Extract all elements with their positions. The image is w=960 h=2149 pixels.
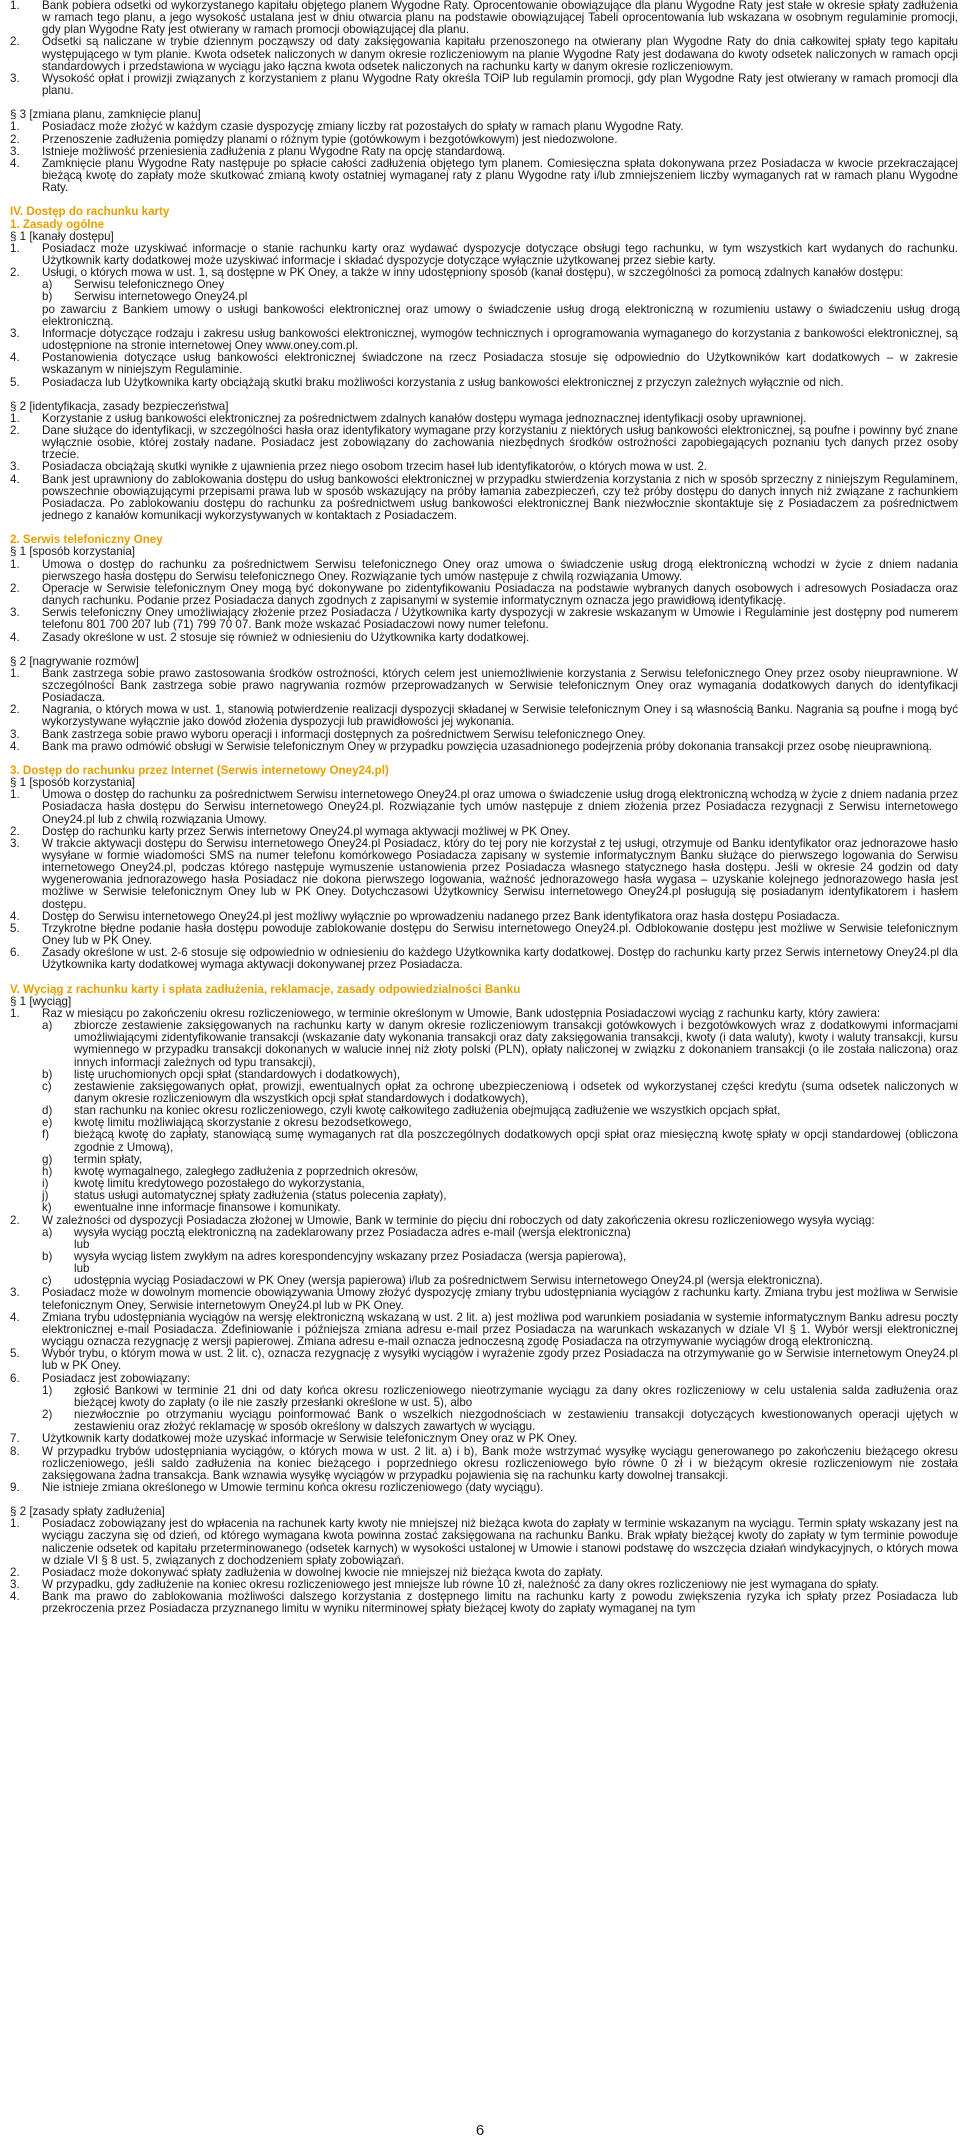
sub-item: [10, 1020, 960, 1069]
item-text: Operacje w Serwisie telefonicznym Oney mogą być dokonywane po zidentyfikowaniu Posiadacza na podstawie wybranych danych osobowych i adresowych Posiadacza oraz danych rachunku. Podanie przez Posiadacza danych zgodnych z zapisanymi w systemie informatycznym oznacza jego prawidłową identyfikację.: [42, 581, 958, 608]
item-number: 3.: [10, 1286, 20, 1300]
item-text: Zasady określone w ust. 2 stosuje się również w odniesieniu do Użytkownika karty dodatkowej.: [42, 630, 530, 644]
item-text: Bank ma prawo do zablokowania możliwości dalszego korzystania z dostępnego limitu na rachunku karty z powodu zwiększenia ryzyka ich spłaty przez Posiadacza lub przekroczenia przez Posiadacza przyznanego limitu w wyniku niterminowej spłaty bieżącej kwoty do zapłaty wymaganej na tym: [42, 1590, 958, 1616]
item-number: 4.: [10, 472, 20, 486]
item-number: 3.: [10, 144, 20, 158]
s3-list: [10, 121, 960, 194]
sub-item: [10, 1129, 960, 1153]
item-text: Użytkownik karty dodatkowej może uzyskać informacje w Serwisie telefonicznym Oney oraz w PK Oney.: [42, 1432, 578, 1446]
list-item: [10, 1312, 960, 1348]
item-text: Bank jest uprawniony do zablokowania dostępu do usług bankowości elektronicznej w przypadku stwierdzenia korzystania z nich w sposób sprzeczny z niniejszym Regulaminem, powszechnie obowiązującymi przepisami prawa lub w sposób wskazujący na próby łamania zabezpieczeń, czy też próby dostępu do danych innych niż związane z rachunkiem Posiadacza. Po zablokowaniu dostępu do rachunku za pośrednictwem usług bankowości elektronicznej Bank niezwłocznie skontaktuje się z Posiadaczem za pośrednictwem jednego z kanałów komunikacji wykorzystywanych w kontaktach z Posiadaczem.: [42, 472, 958, 523]
list-item: [10, 1373, 960, 1385]
item-text: Posiadacz może dokonywać spłaty zadłużenia w dowolnej kwocie nie mniejszej niż bieżąca kwota do zapłaty.: [42, 1565, 604, 1579]
list-item: [10, 461, 960, 473]
item-number: 4.: [10, 739, 20, 753]
item-text: kwotę wymagalnego, zaległego zadłużenia z poprzednich okresów,: [74, 1164, 419, 1178]
sub-item: [10, 1409, 960, 1433]
list-item: [10, 36, 960, 72]
s3-title: § 3 [zmiana planu, zamknięcie planu]: [10, 108, 201, 122]
item-number: 1.: [10, 0, 20, 12]
c4p5-list: [10, 789, 960, 971]
item-number: 1.: [10, 788, 20, 802]
c5p1-title: § 1 [wyciąg]: [10, 994, 72, 1008]
item-number: 1.: [10, 1517, 20, 1531]
page-number: 6: [475, 2122, 485, 2139]
item-text: Wysokość opłat i prowizji związanych z korzystaniem z planu Wygodne Raty określa TOiP lub regulamin promocji, gdy plan Wygodne Raty jest otwierany w ramach promocji dla planu.: [42, 71, 958, 98]
item-text: Dostęp do rachunku karty przez Serwis internetowy Oney24.pl wymaga aktywacji możliwej w PK Oney.: [42, 824, 571, 838]
sub-item: a) Serwisu telefonicznego Oney: [42, 278, 225, 292]
item-text: listę uruchomionych opcji spłat (standardowych i dodatkowych),: [74, 1067, 401, 1081]
continuation: po zawarciu z Bankiem umowy o usługi bankowości elektronicznej oraz umowy o świadczenie usług drogą elektroniczną w rozumieniu ustawy o świadczeniu usług drogą elektroniczną.: [42, 302, 960, 328]
item-number: 2): [42, 1408, 53, 1422]
item-text: zgłosić Bankowi w terminie 21 dni od daty końca okresu rozliczeniowego nieotrzymanie wyciągu za dany okres rozliczeniowy w celu ustalenia salda zadłużenia oraz bieżącej kwoty do zapłaty (o ile nie zaszły przesłanki określone w ust. 5), albo: [74, 1383, 958, 1409]
item-text: Zmiana trybu udostępniania wyciągów na wersję elektroniczną wskazaną w ust. 2 lit. a) jest możliwa pod warunkiem posiadania w systemie informatycznym Banku adresu poczty elektronicznej e-mail Posiadacza. Zdefiniowanie i późniejsza zmiana adresu e-mail przez Posiadacza na warunkach wskazanych w dziale VI § 1. Wybór wersji elektronicznej wyciągu oznacza rezygnację z wersji papierowej. Zmiana adresu e-mail oznacza jednoczesną zgodę Posiadacza na otrzymywanie wyciągów drogą elektroniczną.: [42, 1310, 958, 1349]
list-item: 3. Informacje dotyczące rodzaju i zakresu usług bankowości elektronicznej, wymogów technicznych i oprogramowania wymaganego do korzystania z bankowości elektronicznej, są udostępnione na stronie internetowej Oney www.oney.com.pl.: [10, 326, 958, 353]
item-text: Posiadacz jest zobowiązany:: [42, 1371, 191, 1385]
item-text: Bank zastrzega sobie prawo zastosowania środków ostrożności, których celem jest uniemożliwienie korzystania z Serwisu telefonicznego Oney przez osoby nieuprawnione. W szczególności Bank zastrzega sobie prawo nagrywania rozmów przeprowadzanych w Serwisie telefonicznym Oney oraz wymagania dodatkowych danych do identyfikacji Posiadacza.: [42, 666, 958, 705]
list-item: [10, 704, 960, 728]
item-text: Umowa o dostęp do rachunku za pośrednictwem Serwisu internetowego Oney24.pl oraz umowa o świadczenie usług drogą elektroniczną wchodzą w życie z dniem nadania przez Posiadacza hasła dostępu do Serwisu internetowego Oney24.pl. Rozwiązanie tych umów następuje z dniem złożenia przez Posiadacza rezygnacji z Serwisu internetowego Oney24.pl lub z chwilą rozwiązania Umowy.: [42, 788, 958, 826]
list-item: [10, 632, 960, 644]
list-item: 2. W zależności od dyspozycji Posiadacza złożonej w Umowie, Bank w terminie do pięciu dni roboczych od daty zakończenia okresu rozliczeniowego wysyła wyciąg:: [10, 1213, 875, 1227]
item-number: 3.: [10, 71, 20, 85]
item-number: 1.: [10, 666, 20, 680]
item-text: Posiadacza obciążają skutki wynikłe z ujawnienia przez niego osobom trzecim haseł lub identyfikatorów, o których mowa w ust. 2.: [42, 460, 708, 474]
item-text: bieżącą kwotę do zapłaty, stanowiącą sumę wymaganych rat dla poszczególnych dodatkowych opcji spłat oraz miesięczną kwotę spłaty w opcji standardowej (obliczona zgodnie z Umową),: [74, 1128, 958, 1154]
chapter4-sub1: 1. Zasady ogólne: [10, 217, 105, 231]
sub-item: [10, 1202, 960, 1214]
chapter4-sub3: 3. Dostęp do rachunku przez Internet (Serwis internetowy Oney24.pl): [10, 763, 389, 777]
list-item: [10, 741, 960, 753]
c4p4-list: [10, 668, 960, 753]
item-text: W trakcie aktywacji dostępu do Serwisu internetowego Oney24.pl Posiadacz, który do tej pory nie korzystał z tej usługi, otrzymuje od Banku identyfikator oraz jednorazowe hasło wysyłane w formie wiadomości SMS na numer telefonu komórkowego Posiadacza zapisany w systemie informatycznym Banku służące do pierwszego logowania do Serwisu internetowego Oney24.pl, podczas którego następuje wymuszenie ustanowienia przez Posiadacza własnego statycznego hasła dostępu. Jeśli w okresie 24 godzin od daty wygenerowania jednorazowego hasła Posiadacz nie dokona pierwszego logowania, ważność jednorazowego hasła wygasa – uzyskanie kolejnego jednorazowego hasła jest możliwe w Serwisie telefonicznym Oney lub w PK Oney. Dotychczasowi Użytkownicy Serwisu internetowego Oney24.pl posługują się posiadanym identyfikatorem i hasłem dostępu.: [42, 836, 958, 911]
list-item: [10, 158, 960, 194]
item-text: Trzykrotne błędne podanie hasła dostępu powoduje zablokowanie dostępu do Serwisu internetowego Oney24.pl. Odblokowanie dostępu jest możliwe w Serwisie telefonicznym Oney lub w PK Oney.: [42, 921, 958, 948]
list-item: 2. Usługi, o których mowa w ust. 1, są dostępne w PK Oney, a także w inny udostępniony sposób (kanał dostępu), w szczególności za pomocą zdalnych kanałów dostępu:: [10, 266, 904, 280]
list-item: [10, 1433, 960, 1445]
list-item: [10, 607, 960, 631]
item-number: 6.: [10, 946, 20, 960]
list-item: [10, 923, 960, 947]
list-item: [10, 1446, 960, 1482]
item-number: 2.: [10, 581, 20, 595]
item-text: Nie istnieje zmiana określonego w Umowie terminu końca okresu rozliczeniowego (daty wyciągu).: [42, 1480, 544, 1494]
item-number: 4.: [10, 1590, 20, 1604]
item-text: Istnieje możliwość przeniesienia zadłużenia z planu Wygodne Raty na opcję standardową.: [42, 144, 506, 158]
item-text: Umowa o dostęp do rachunku za pośrednictwem Serwisu telefonicznego Oney oraz umowa o świadczenie usług drogą elektroniczną wchodzi w życie z dniem nadania pierwszego hasła dostępu do Serwisu telefonicznego Oney. Rozwiązanie tych umów następuje z chwilą rozwiązania Umowy.: [42, 557, 958, 583]
list-item: [10, 425, 960, 461]
c4p5-title: § 1 [sposób korzystania]: [10, 776, 136, 790]
c5-i1-sublist: [10, 1020, 960, 1215]
item-number: 8.: [10, 1444, 20, 1458]
item-number: 6.: [10, 1371, 20, 1385]
c4p2-title: § 2 [identyfikacja, zasady bezpieczeństwa]: [10, 399, 229, 413]
item-text: ewentualne inne informacje finansowe i komunikaty.: [74, 1201, 341, 1215]
item-number: j): [42, 1189, 49, 1203]
item-text: Zamknięcie planu Wygodne Raty następuje po spłacie całości zadłużenia objętego tym planem. Comiesięczna spłata dokonywana przez Posiadacza w kwocie przekraczającej bieżącą kwotę do zapłaty może skutkować zmianą kwoty ostatniej wymaganej raty z planu Wygodne raty i/lub zmniejszeniem liczby wymaganych rat w ramach planu Wygodne Raty.: [42, 156, 958, 195]
chapter4-sub2: 2. Serwis telefoniczny Oney: [10, 533, 163, 547]
item-number: 7.: [10, 1432, 20, 1446]
list-item: [10, 729, 960, 741]
c5-i6-sublist: [10, 1385, 960, 1434]
sub-item: [10, 1069, 960, 1081]
list-item: [10, 1518, 960, 1567]
c5p2-list: [10, 1518, 960, 1615]
list-item: [10, 1591, 960, 1615]
item-number: 2.: [10, 424, 20, 437]
item-text: kwotę limitu kredytowego pozostałego do wykorzystania,: [74, 1177, 365, 1191]
item-text: Posiadacz zobowiązany jest do wpłacenia na rachunek karty kwoty nie mniejszej niż bieżąca kwota do zapłaty w terminie wskazanym na wyciągu. Termin spłaty wskazany jest na wyciągu zaczyna się od dzień, od którego wymagana kwota powinna zostać zaksięgowana na rachunku Banku. Brak wpłaty bieżącej kwoty do zapłaty w tym terminie powoduje naliczenie odsetek od kapitału przeterminowanego (odsetek karnych) w wysokości ustalonej w Umowie i stanowi podstawę do wszczęcia działań windykacyjnych, o których mowa w dziale VI § 8 ust. 5, związanych z dochodzeniem spłaty zobowiązań.: [42, 1517, 958, 1567]
sub-item: b) Serwisu internetowego Oney24.pl: [42, 290, 248, 304]
list-item: [10, 121, 960, 133]
item-text: status usługi automatycznej spłaty zadłużenia (status polecenia zapłaty),: [74, 1189, 447, 1203]
item-text: Serwis telefoniczny Oney umożliwiający złożenie przez Posiadacza / Użytkownika karty dyspozycji w zakresie wskazanym w Umowie i Regulaminie jest dostępny pod numerem telefonu 801 700 207 lub (71) 799 70 07. Bank może wskazać Posiadaczowi nowy numer telefonu.: [42, 606, 958, 632]
chapter5-title: V. Wyciąg z rachunku karty i spłata zadłużenia, reklamacje, zasady odpowiedzialności Banku: [10, 982, 521, 996]
item-number: 5.: [10, 921, 20, 935]
item-number: k): [42, 1201, 52, 1215]
item-text: Dane służące do identyfikacji, w szczególności hasła oraz identyfikatory wymagane przy korzystaniu z niektórych usług bankowości elektronicznej, są poufne i powinny być znane wyłącznie osobie, której zostały nadane. Posiadacz jest zobowiązany do zachowania niezbędnych środków ostrożności zapobiegających poznaniu tych danych przez osoby trzecie.: [42, 424, 958, 462]
list-item: [10, 134, 960, 146]
list-item: [10, 789, 960, 825]
item-text: zestawienie zaksięgowanych opłat, prowizji, ewentualnych opłat za ochronę ubezpieczeniową i odsetek od wykorzystanej części kredytu (suma odsetek naliczonych w danym okresie rozliczeniowym dla wszystkich opcji spłat standardowych i dodatkowych),: [74, 1079, 958, 1105]
item-text: Dostęp do Serwisu internetowego Oney24.pl jest możliwy wyłącznie po wprowadzeniu nadanego przez Bank identyfikatora oraz hasła dostępu Posiadacza.: [42, 909, 840, 923]
list-item: [10, 1482, 960, 1494]
item-number: a): [42, 1019, 53, 1033]
item-number: 1.: [10, 557, 20, 571]
item-number: 5.: [10, 1347, 20, 1361]
item-text: Korzystanie z usług bankowości elektronicznej za pośrednictwem zdalnych kanałów dostępu wymaga jednoznacznej identyfikacji osoby uprawnionej.: [42, 411, 807, 425]
sub-item: [10, 1081, 960, 1105]
item-number: 3.: [10, 460, 20, 474]
or-text: lub: [74, 1262, 90, 1276]
sub-item: c) udostępnia wyciąg Posiadaczowi w PK Oney (wersja papierowa) i/lub za pośrednictwem Serwisu internetowego Oney24.pl (wersja elektroniczna).: [42, 1274, 823, 1288]
item-number: e): [42, 1116, 53, 1130]
c4p3-title: § 1 [sposób korzystania]: [10, 545, 136, 559]
item-text: kwotę limitu możliwiającą skorzystanie z okresu bezodsetkowego,: [74, 1116, 412, 1130]
item-number: 2.: [10, 35, 20, 49]
item-number: 3.: [10, 606, 20, 620]
list-item: [10, 1348, 960, 1372]
c4p2-list: [10, 413, 960, 522]
or-text: lub: [74, 1237, 90, 1251]
item-number: 1.: [10, 120, 20, 134]
item-number: 3.: [10, 727, 20, 741]
sub-item: a) wysyła wyciąg pocztą elektroniczną na zadeklarowany przez Posiadacza adres e-mail (wersja elektroniczna): [42, 1225, 631, 1239]
list-item: 4. Postanowienia dotyczące usług bankowości elektronicznej świadczone na rzecz Posiadacza stosuje się odpowiednio do Użytkowników kart dodatkowych – w zakresie wskazanym w niniejszym Regulaminie.: [10, 351, 958, 377]
item-number: f): [42, 1128, 50, 1142]
sub-item: b) wysyła wyciąg listem zwykłym na adres korespondencyjny wskazany przez Posiadacza (wersja papierowa),: [42, 1250, 627, 1263]
item-text: stan rachunku na koniec okresu rozliczeniowego, czyli kwotę całkowitego zadłużenia obejmującą zadłużenie we wszystkich opcjach spłat,: [74, 1104, 781, 1118]
list-item: [10, 0, 960, 36]
item-number: c): [42, 1079, 52, 1093]
item-text: Odsetki są naliczane w trybie dziennym począwszy od daty zaksięgowania kapitału przenoszonego na otwierany plan Wygodne Raty do dnia całkowitej spłaty tego kapitału występującego w tym planie. Kwota odsetek naliczonych w danym okresie rozliczeniowym na planie Wygodne Raty jest dodawana do kwoty odsetek naliczonych w ramach opcji standardowych i przedstawiona w wyciągu jako łączna kwota odsetek naliczonych na rachunku karty w danym okresie rozliczeniowym.: [42, 35, 958, 73]
c5-tail-list: [10, 1433, 960, 1494]
item-number: 4.: [10, 156, 20, 170]
c5p2-title: § 2 [zasady spłaty zadłużenia]: [10, 1505, 165, 1519]
list-item: [10, 73, 960, 97]
item-number: 9.: [10, 1480, 20, 1494]
item-number: 4.: [10, 630, 20, 644]
item-number: i): [42, 1177, 49, 1191]
list-item: 1. Raz w miesiącu po zakończeniu okresu rozliczeniowego, w terminie określonym w Umowie, Bank udostępnia Posiadaczowi wyciąg z rachunku karty, który zawiera:: [10, 1006, 881, 1020]
item-number: 2.: [10, 824, 20, 838]
item-number: h): [42, 1164, 53, 1178]
item-number: 1): [42, 1383, 53, 1397]
item-number: 3.: [10, 836, 20, 850]
list-item: [10, 947, 960, 971]
item-text: Posiadacz może złożyć w każdym czasie dyspozycję zmiany liczby rat pozostałych do spłaty w ramach planu Wygodne Raty.: [42, 120, 684, 134]
list-item: [10, 838, 960, 911]
item-text: Bank pobiera odsetki od wykorzystanego kapitału objętego planem Wygodne Raty. Oprocentowanie obowiązujące dla planu Wygodne Raty jest stałe w okresie spłaty zadłużenia w ramach tego planu, a jego wysokość ustalana jest w dniu otwarcia planu na podstawie obowiązującej Tabeli oprocentowania lub wskazana w osobnym regulaminie promocji, gdy plan Wygodne Raty jest otwierany w ramach promocji obowiązującej dla planu.: [42, 0, 958, 37]
list-item: [10, 668, 960, 704]
item-text: Posiadacz może w dowolnym momencie obowiązywania Umowy złożyć dyspozycję zmiany trybu udostępniania wyciągów z rachunku karty. Zmiana trybu jest możliwa w Serwisie telefonicznym Oney, Serwisie internetowym Oney24.pl lub w PK Oney.: [42, 1286, 958, 1312]
item-text: Przenoszenie zadłużenia pomiędzy planami o różnym typie (gotówkowym i bezgotówkowym) jest niedozwolone.: [42, 132, 618, 146]
chapter4-title: IV. Dostęp do rachunku karty: [10, 205, 170, 219]
list-item: [10, 559, 960, 583]
item-text: Bank ma prawo odmówić obsługi w Serwisie telefonicznym Oney w przypadku powzięcia uzasadnionego podejrzenia próby dokonania transakcji przez osobę nieuprawnioną.: [42, 739, 932, 753]
list-item: [10, 1287, 960, 1311]
sub-item: [10, 1385, 960, 1409]
item-number: b): [42, 1067, 53, 1081]
c4p3-list: [10, 559, 960, 644]
c4p1-title: § 1 [kanały dostępu]: [10, 229, 114, 243]
item-number: 1.: [10, 411, 20, 425]
item-text: Nagrania, o których mowa w ust. 1, stanowią potwierdzenie realizacji dyspozycji składanej w Serwisie telefonicznym Oney i są własnością Banku. Nagrania są poufne i mogą być wykorzystywane wyłącznie jako dowód złożenia dyspozycji lub prawidłowości jej wykonania.: [42, 703, 958, 729]
item-number: d): [42, 1104, 53, 1118]
item-number: 2.: [10, 1565, 20, 1579]
item-number: g): [42, 1152, 53, 1166]
item-number: 4.: [10, 909, 20, 923]
item-text: W przypadku trybów udostępniania wyciągów, o których mowa w ust. 2 lit. a) i b), Bank może wstrzymać wysyłkę wyciągu generowanego po zakończeniu bieżącego okresu rozliczeniowego, jeśli saldo zadłużenia na koniec bieżącego i poprzedniego okresu rozliczeniowego było równe 0 zł i w bieżącym okresie rozliczeniowym nie została zaksięgowana żadna transakcja. Bank wznawia wysyłkę wyciągów w przypadku pojawienia się na rachunku karty dowolnej transakcji.: [42, 1444, 958, 1482]
item-text: Zasady określone w ust. 2-6 stosuje się odpowiednio w odniesieniu do każdego Użytkownika karty dodatkowej. Dostęp do rachunku karty przez Serwis internetowy Oney24.pl dla Użytkownika karty dodatkowej wymaga aktywacji dokonywanej przez Posiadacza.: [42, 946, 958, 972]
item-number: 2.: [10, 132, 20, 146]
list-item: 5. Posiadacza lub Użytkownika karty obciążają skutki braku możliwości korzystania z usług bankowości elektronicznej z przyczyn zależnych wyłącznie od nich.: [10, 375, 844, 389]
item-number: 3.: [10, 1578, 20, 1592]
intro-list: [10, 0, 960, 97]
item-number: 2.: [10, 703, 20, 717]
item-text: zbiorcze zestawienie zaksięgowanych na rachunku karty w danym okresie rozliczeniowym transakcji gotówkowych i bezgotówkowych wraz z dodatkowymi informacjami umożliwiającymi zidentyfikowanie transakcji (wskazanie daty wykonania transakcji oraz daty zaksięgowania transakcji, kwoty (i data waluty), kwoty i waluty transakcji, kursu wymiennego w przypadku transakcji dokonanych w walucie innej niż złoty polski (PLN), opłaty naliczonej w związku z dokonaniem transakcji (o ile została naliczona) oraz innych informacji zależnych od typu transakcji),: [74, 1019, 958, 1069]
item-text: niezwłocznie po otrzymaniu wyciągu poinformować Bank o wszelkich niezgodnościach w zestawieniu transakcji dotyczących kwestionowanych operacji ujętych w zestawieniu oraz złożyć reklamację w sposób określony w dalszych zawartych w wyciągu.: [74, 1408, 958, 1434]
c4p4-title: § 2 [nagrywanie rozmów]: [10, 654, 139, 668]
item-text: Wybór trybu, o którym mowa w ust. 2 lit. c), oznacza rezygnację z wysyłki wyciągów i wyrażenie zgody przez Posiadacza na otrzymywanie go w Serwisie internetowym Oney24.pl lub w PK Oney.: [42, 1347, 958, 1373]
list-item: [10, 474, 960, 523]
item-text: Bank zastrzega sobie prawo wyboru operacji i informacji dostępnych za pośrednictwem Serwisu telefonicznego Oney.: [42, 727, 646, 741]
item-text: termin spłaty,: [74, 1152, 143, 1166]
item-text: W przypadku, gdy zadłużenie na koniec okresu rozliczeniowego jest mniejsze lub równe 10 zł, należność za dany okres rozliczeniowy nie jest wymagana do spłaty.: [42, 1578, 879, 1592]
c5-rest-list: [10, 1287, 960, 1384]
list-item: 1. Posiadacz może uzyskiwać informacje o stanie rachunku karty oraz wydawać dyspozycje dotyczące obsługi tego rachunku, w tym wszystkich kart wydanych do rachunku. Użytkownik karty dodatkowej może uzyskiwać informacje i składać dyspozycje dotyczące wyłącznie użytkowanej przez siebie karty.: [10, 241, 958, 267]
item-number: 4.: [10, 1310, 20, 1324]
document-page: [10, 0, 960, 2149]
list-item: [10, 583, 960, 607]
